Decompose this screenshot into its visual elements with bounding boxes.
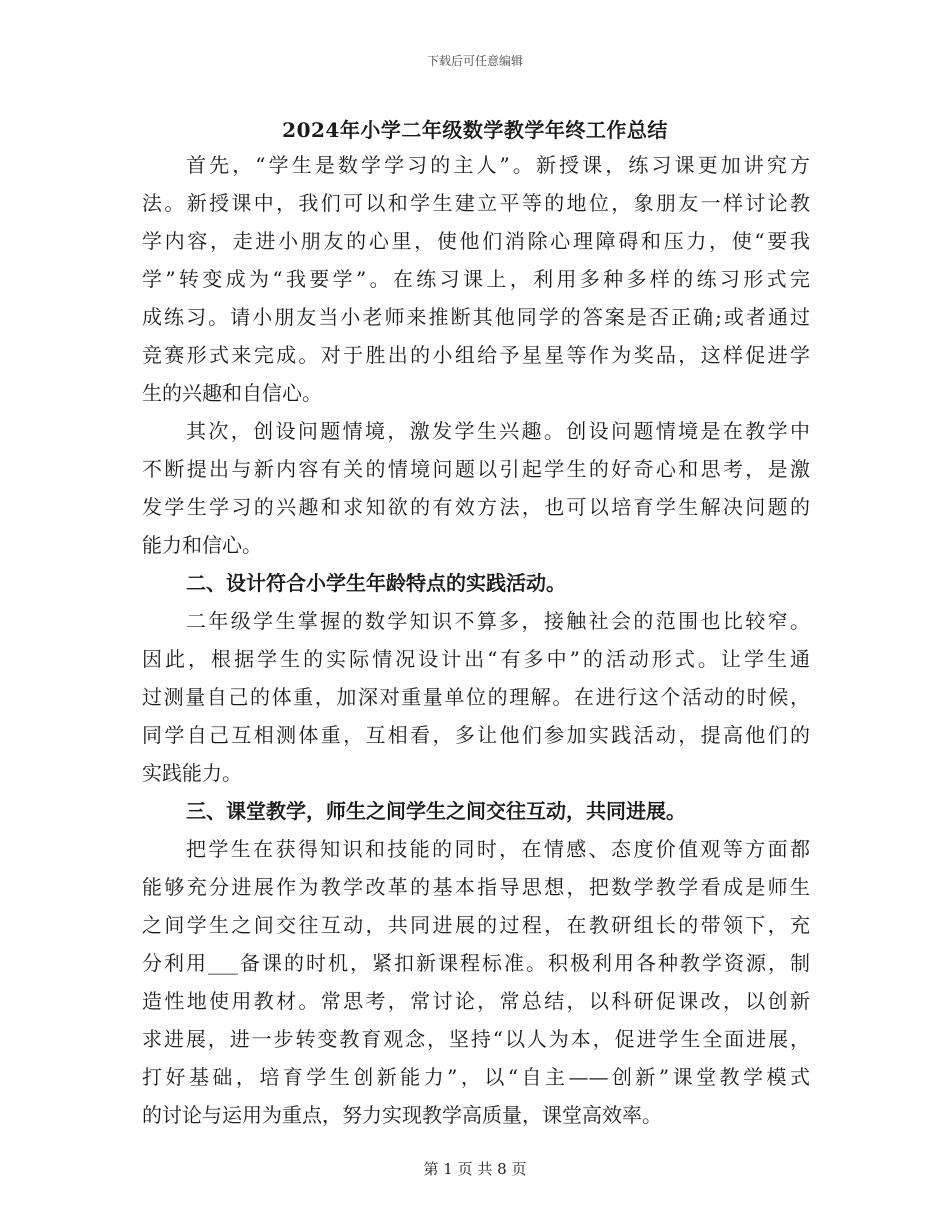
paragraph-line: 发学生学习的兴趣和求知欲的有效方法，也可以培育学生解决问题的 <box>142 495 810 519</box>
paragraph-line: 实践能力。 <box>142 761 242 785</box>
page-number-footer: 第 1 页 共 8 页 <box>423 1160 527 1178</box>
paragraph-line: 造性地使用教材。常思考，常讨论，常总结，以科研促课改，以创新 <box>142 989 810 1013</box>
paragraph-line: 的讨论与运用为重点，努力实现教学高质量，课堂高效率。 <box>142 1103 662 1127</box>
document-body <box>142 146 810 1134</box>
paragraph-line: 其次，创设问题情境，激发学生兴趣。创设问题情境是在教学中 <box>186 419 810 443</box>
section-heading: 三、课堂教学，师生之间学生之间交往互动，共同进展。 <box>186 799 686 823</box>
paragraph-line: 生的兴趣和自信心。 <box>142 381 322 405</box>
paragraph-line: 之间学生之间交往互动，共同进展的过程，在教研组长的带领下，充 <box>142 913 810 937</box>
paragraph-line: 同学自己互相测体重，互相看，多让他们参加实践活动，提高他们的 <box>142 723 810 747</box>
paragraph-line: 能够充分进展作为教学改革的基本指导思想，把数学教学看成是师生 <box>142 875 810 899</box>
paragraph-line: 因此，根据学生的实际情况设计出“有多中”的活动形式。让学生通 <box>142 647 810 671</box>
paragraph-line: 不断提出与新内容有关的情境问题以引起学生的好奇心和思考，是激 <box>142 457 810 481</box>
paragraph-line: 把学生在获得知识和技能的同时，在情感、态度价值观等方面都 <box>186 837 810 861</box>
document-title: 2024年小学二年级数学教学年终工作总结 <box>282 118 668 142</box>
section-heading: 二、设计符合小学生年龄特点的实践活动。 <box>186 571 566 595</box>
paragraph-line: 求进展，进一步转变教育观念，坚持“以人为本，促进学生全面进展， <box>142 1027 810 1051</box>
paragraph-line: 分利用___备课的时机，紧扣新课程标准。积极利用各种教学资源，制 <box>142 951 810 975</box>
paragraph-line: 二年级学生掌握的数学知识不算多，接触社会的范围也比较窄。 <box>186 609 810 633</box>
header-note: 下载后可任意编辑 <box>426 54 523 68</box>
paragraph-line: 成练习。请小朋友当小老师来推断其他同学的答案是否正确;或者通过 <box>142 305 810 329</box>
paragraph-line: 打好基础，培育学生创新能力”，以“自主——创新”课堂教学模式 <box>142 1065 810 1089</box>
paragraph-line: 能力和信心。 <box>142 533 262 557</box>
paragraph-line: 学”转变成为“我要学”。在练习课上，利用多种多样的练习形式完 <box>142 267 810 291</box>
paragraph-line: 竞赛形式来完成。对于胜出的小组给予星星等作为奖品，这样促进学 <box>142 343 810 367</box>
paragraph-line: 学内容，走进小朋友的心里，使他们消除心理障碍和压力，使“要我 <box>142 229 810 253</box>
paragraph-line: 过测量自己的体重，加深对重量单位的理解。在进行这个活动的时候， <box>142 685 810 709</box>
paragraph-line: 首先，“学生是数学学习的主人”。新授课，练习课更加讲究方 <box>186 153 810 177</box>
paragraph-line: 法。新授课中，我们可以和学生建立平等的地位，象朋友一样讨论教 <box>142 191 810 215</box>
